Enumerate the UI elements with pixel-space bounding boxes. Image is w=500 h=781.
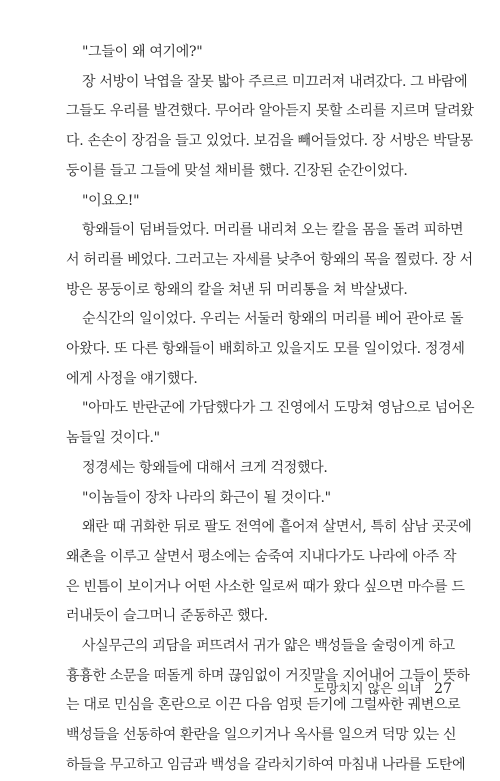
text-line: "그들이 왜 여기에?": [82, 44, 203, 60]
text-line: 하들을 무고하고 임금과 백성을 갈라치기하여 마침내 나라를 도탄에: [66, 756, 466, 773]
text-line: 서 허리를 베었다. 그러고는 자세를 낮추어 항왜의 목을 찔렀다. 장 서: [66, 251, 473, 268]
text-line: 왜란 때 귀화한 뒤로 팔도 전역에 흩어져 살면서, 특히 삼남 곳곳에: [82, 519, 472, 536]
text-line: 다. 손손이 장검을 들고 있었다. 보검을 빼어들었다. 장 서방은 박달몽: [66, 133, 473, 150]
text-line: 방은 몽둥이로 항왜의 칼을 쳐낸 뒤 머리통을 쳐 박살냈다.: [66, 281, 408, 298]
text-line: "이놈들이 장차 나라의 화근이 될 것이다.": [82, 489, 331, 506]
text-line: 러내듯이 슬그머니 준동하곤 했다.: [66, 608, 268, 625]
body-text: [66, 38, 475, 781]
text-line: 항왜들이 덤벼들었다. 머리를 내리쳐 오는 칼을 몸을 돌려 피하면: [82, 222, 464, 239]
text-line: 아왔다. 또 다른 항왜들이 배회하고 있을지도 모를 일이었다. 정경세: [66, 341, 465, 358]
page-number: 27: [434, 681, 452, 697]
text-line: "이요오!": [82, 192, 140, 209]
text-line: 은 빈틈이 보이거나 어떤 사소한 일로써 때가 왔다 싶으면 마수를 드: [66, 578, 465, 595]
text-line: 백성들을 선동하여 환란을 일으키거나 옥사를 일으켜 덕망 있는 신: [66, 727, 457, 744]
text-line: 왜촌을 이루고 살면서 평소에는 숨죽여 지내다가도 나라에 아주 작: [66, 548, 457, 565]
text-line: 정경세는 항왜들에 대해서 크게 걱정했다.: [82, 459, 328, 476]
text-line: 흉흉한 소문을 떠돌게 하며 끊임없이 거짓말을 지어내어 그들이 뜻하: [66, 667, 470, 684]
text-line: 그들도 우리를 발견했다. 무어라 알아듣지 못할 소리를 지르며 달려왔: [66, 103, 474, 120]
text-line: 장 서방이 낙엽을 잘못 밟아 주르르 미끄러져 내려갔다. 그 바람에: [82, 73, 468, 90]
text-line: 사실무근의 괴담을 퍼뜨려서 귀가 얇은 백성들을 술렁이게 하고: [82, 638, 455, 655]
running-footer: [313, 678, 452, 697]
text-line: 는 대로 민심을 혼란으로 이끈 다음 엄펏 듣기에 그럴싸한 궤변으로: [66, 697, 461, 714]
text-line: 놈들일 것이다.": [66, 430, 160, 447]
book-title: 도망치지 않은 의녀: [313, 682, 423, 697]
text-line: 둥이를 들고 그들에 맞설 채비를 했다. 긴장된 순간이었다.: [66, 162, 408, 179]
text-line: 순식간의 일이었다. 우리는 서둘러 항왜의 머리를 베어 관아로 돌: [82, 311, 464, 328]
text-line: 에게 사정을 얘기했다.: [66, 370, 198, 387]
text-line: "아마도 반란군에 가담했다가 그 진영에서 도망쳐 영남으로 넘어온: [82, 400, 475, 417]
